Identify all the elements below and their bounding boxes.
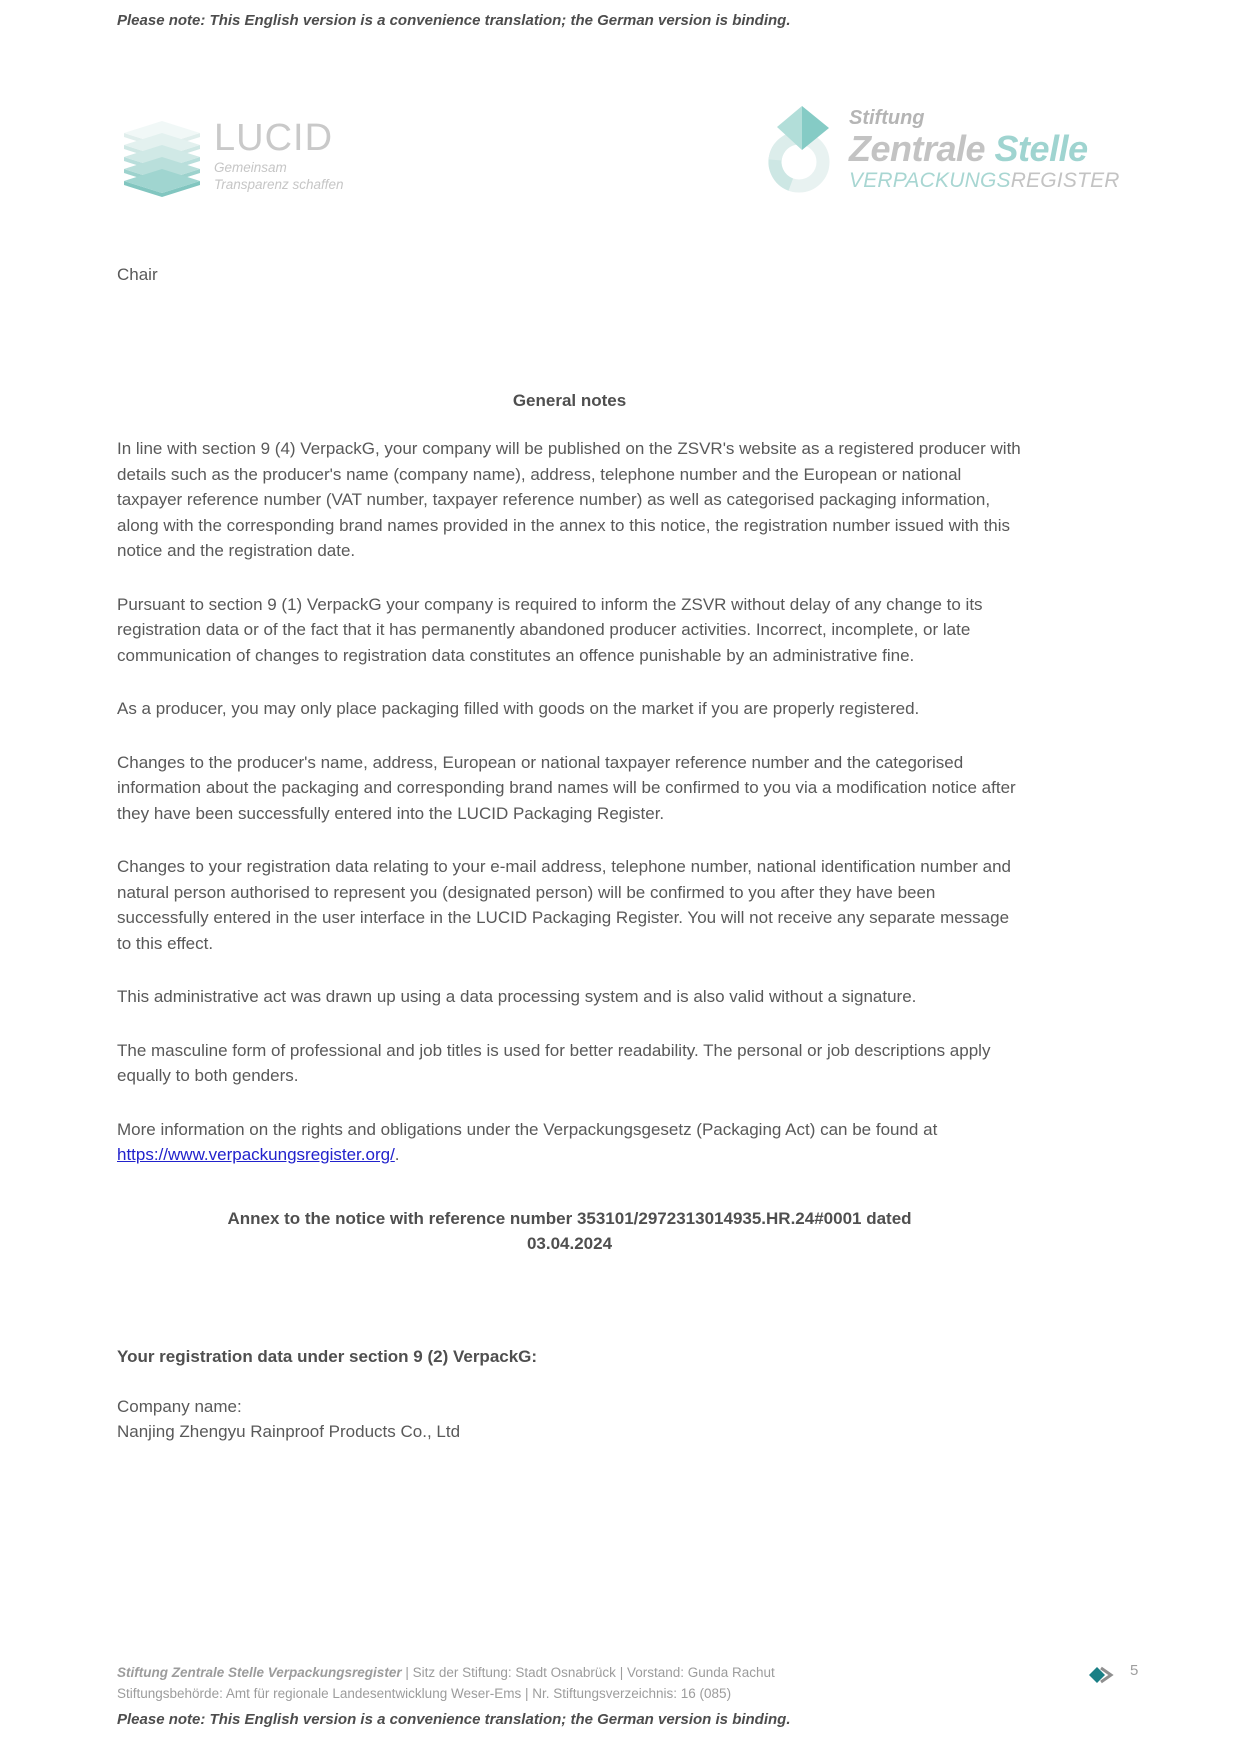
zsvr-wordmark-block bbox=[849, 104, 1120, 191]
lucid-stack-icon bbox=[122, 120, 202, 205]
top-binding-note: Please note: This English version is a convenience translation; the German version is binding. bbox=[117, 12, 791, 29]
body-paragraph-with-link: More information on the rights and obligations under the Verpackungsgesetz (Packaging Act) can be found at https://www.verpackungsregister.org/. bbox=[117, 1119, 938, 1164]
lucid-wordmark: LUCID bbox=[214, 117, 334, 159]
company-name-value: Nanjing Zhengyu Rainproof Products Co., Ltd bbox=[117, 1422, 461, 1441]
annex-heading: Annex to the notice with reference number 353101/2972313014935.HR.24#0001 dated 03.04.2024 bbox=[227, 1208, 912, 1253]
footer-line1 bbox=[117, 1662, 1037, 1683]
zsvr-logo bbox=[763, 104, 1120, 201]
body-paragraph: Pursuant to section 9 (1) VerpackG your company is required to inform the ZSVR without delay of any change to its registration data or of the fact that it has permanently abandoned producer activities. Incorrect, incomplete, or late communication of changes to registration data constitutes an offence punishable by an administrative fine. bbox=[117, 594, 983, 665]
diamond-chevron-icon bbox=[1088, 1666, 1116, 1689]
footer-line1-rest: | Sitz der Stiftung: Stadt Osnabrück | Vorstand: Gunda Rachut bbox=[401, 1665, 775, 1680]
body-paragraph: Changes to your registration data relating to your e-mail address, telephone number, national identification number and natural person authorised to represent you (designated person) will be confirmed to you after they have been successfully entered in the user interface in the LUCID Packaging Register. You will not receive any separate message to this effect. bbox=[117, 857, 1011, 953]
general-notes-heading: General notes bbox=[512, 391, 627, 410]
footer-line2: Stiftungsbehörde: Amt für regionale Landesentwicklung Weser-Ems | Nr. Stiftungsverzeichnis: 16 (085) bbox=[117, 1686, 732, 1701]
company-name-label: Company name: bbox=[117, 1396, 242, 1416]
zsvr-stiftung-label: Stiftung bbox=[849, 107, 925, 129]
zsvr-verpackungsregister-label: VERPACKUNGSREGISTER bbox=[849, 169, 1120, 192]
sender-role: Chair bbox=[117, 265, 158, 284]
verpackungsregister-link[interactable]: https://www.verpackungsregister.org/ bbox=[117, 1145, 395, 1164]
bottom-binding-note: Please note: This English version is a convenience translation; the German version is binding. bbox=[117, 1711, 791, 1728]
zsvr-zentrale-stelle-label: Zentrale Stelle bbox=[849, 128, 1088, 169]
body-paragraph: In line with section 9 (4) VerpackG, your company will be published on the ZSVR's website as a registered producer with details such as the producer's name (company name), address, telephone number and the European or national taxpayer reference number (VAT number, taxpayer reference number) as well as categorised packaging information, along with the corresponding brand names provided in the annex to this notice, the registration number issued with this notice and the registration date. bbox=[117, 439, 1021, 560]
body-paragraph: Changes to the producer's name, address, European or national taxpayer reference number and the categorised information about the packaging and corresponding brand names will be confirmed to you via a modification notice after they have been successfully entered into the LUCID Packaging Register. bbox=[117, 752, 1016, 823]
body-paragraph: This administrative act was drawn up using a data processing system and is also valid without a signature. bbox=[117, 987, 917, 1006]
lucid-tagline: Gemeinsam Transparenz schaffen bbox=[214, 160, 344, 192]
lucid-wordmark-block bbox=[214, 117, 344, 193]
lucid-logo bbox=[122, 117, 344, 205]
zsvr-ring-diamond-icon bbox=[763, 104, 841, 201]
body-paragraph: As a producer, you may only place packaging filled with goods on the market if you are properly registered. bbox=[117, 699, 920, 718]
footer bbox=[117, 1662, 1037, 1704]
registration-data-heading: Your registration data under section 9 (2) VerpackG: bbox=[117, 1346, 538, 1366]
footer-brand: Stiftung Zentrale Stelle Verpackungsregister bbox=[117, 1665, 402, 1680]
page-number: 5 bbox=[1130, 1662, 1139, 1679]
letter-body bbox=[117, 388, 1022, 1445]
company-block bbox=[117, 1394, 1022, 1445]
body-paragraph: The masculine form of professional and job titles is used for better readability. The personal or job descriptions apply equally to both genders. bbox=[117, 1040, 991, 1085]
